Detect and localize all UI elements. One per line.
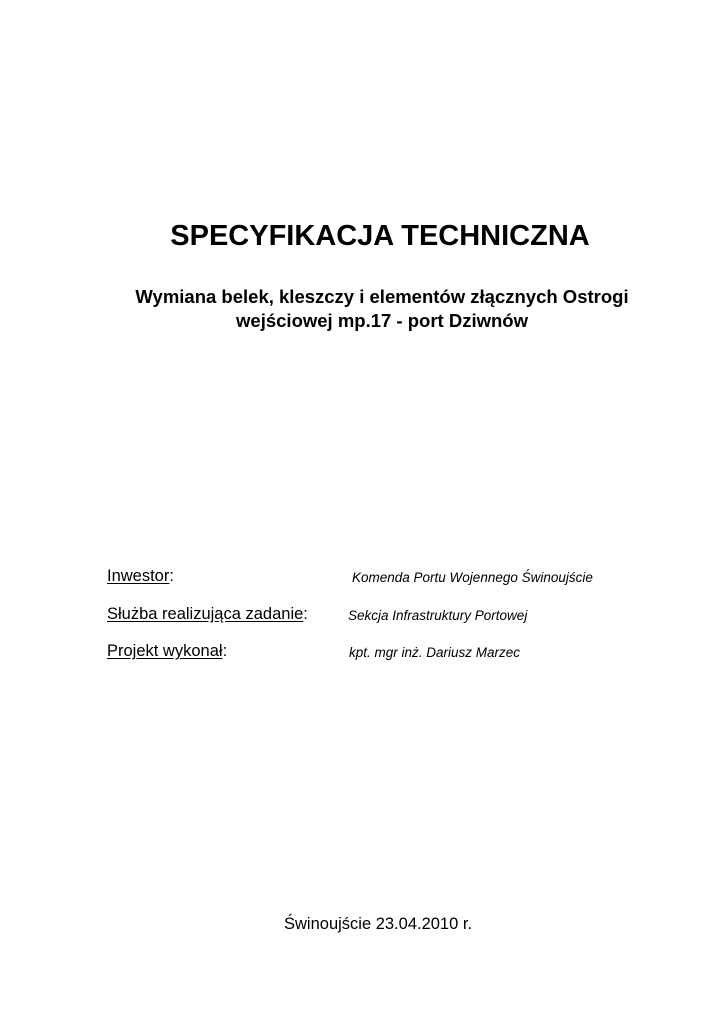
designer-label-text: Projekt wykonał [107,642,223,660]
service-label-text: Służba realizująca zadanie [107,605,304,623]
designer-value: kpt. mgr inż. Dariusz Marzec [349,645,521,660]
investor-row [0,567,724,591]
investor-label-colon: : [169,567,174,585]
investor-value: Komenda Portu Wojennego Świnoujście [352,570,593,585]
investor-label [107,567,174,586]
subtitle-line-2: wejściowej mp.17 - port Dziwnów [236,310,528,331]
designer-row [0,642,724,666]
service-value: Sekcja Infrastruktury Portowej [348,608,528,623]
service-label [107,605,308,624]
service-label-colon: : [303,605,308,623]
document-subtitle [0,285,724,333]
document-title: SPECYFIKACJA TECHNICZNA [170,220,590,252]
designer-label [107,642,227,661]
investor-label-text: Inwestor [107,567,170,585]
subtitle-line-1: Wymiana belek, kleszczy i elementów złącznych Ostrogi [135,286,629,307]
service-row [0,605,724,629]
place-date: Świnoujście 23.04.2010 r. [284,915,473,933]
designer-label-colon: : [222,642,228,660]
